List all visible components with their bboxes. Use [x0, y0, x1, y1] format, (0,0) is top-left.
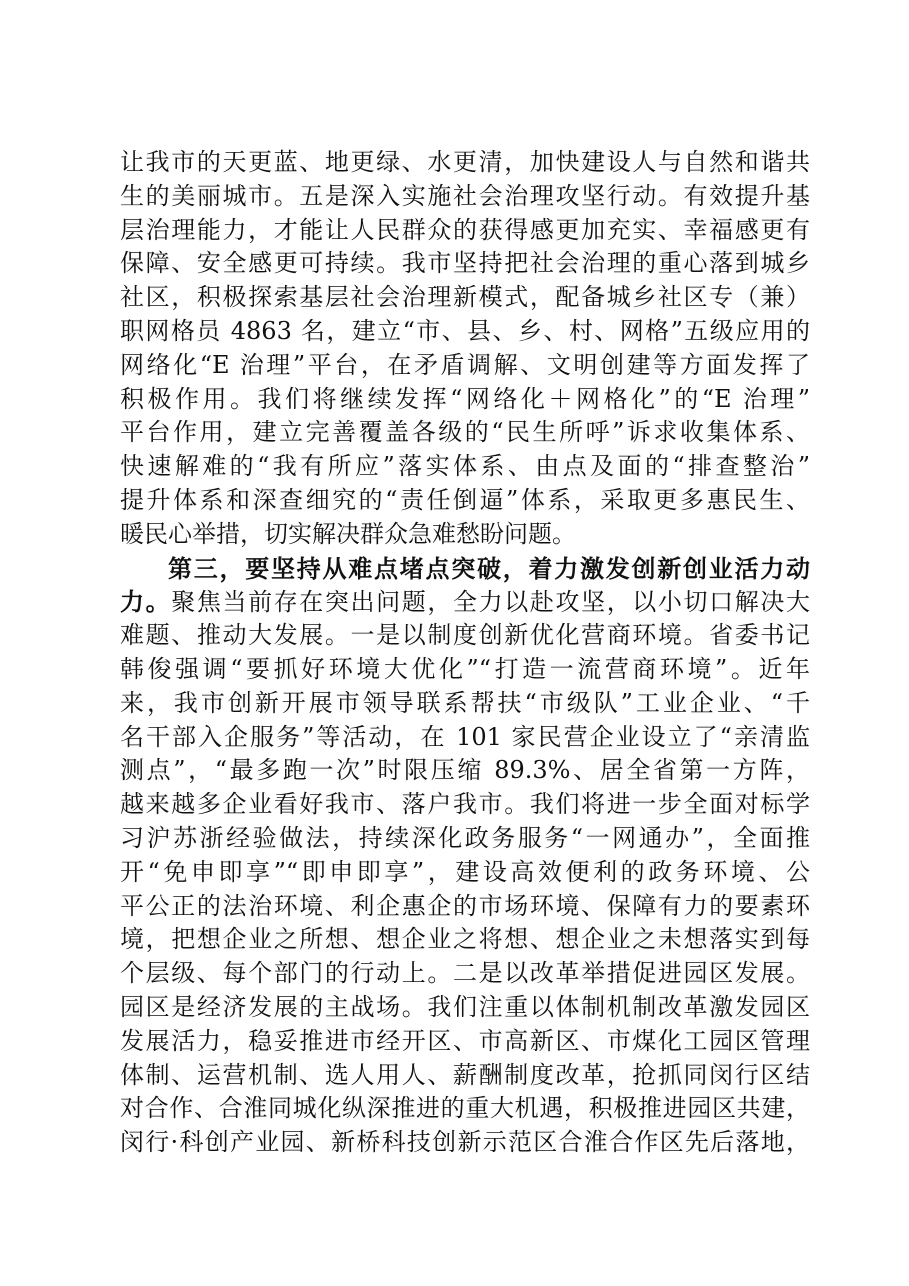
text-line: 生的美丽城市。五是深入实施社会治理攻坚行动。有效提升基 [120, 181, 810, 210]
text-line: 来，我市创新开展市领导联系帮扶“市级队”工业企业、“千 [120, 688, 810, 717]
text-line: 网络化“E 治理”平台，在矛盾调解、文明创建等方面发挥了 [120, 350, 810, 379]
section-heading-end: 力。 [120, 587, 172, 617]
text-line: 积极作用。我们将继续发挥“网络化＋网格化”的“E 治理” [120, 384, 810, 413]
text-span: 聚焦当前存在突出问题，全力以赴攻坚，以小切口解决大 [171, 588, 811, 617]
text-line: 境，把想企业之所想、想企业之将想、想企业之未想落实到每 [120, 925, 810, 954]
text-line: 韩俊强调“要抓好环境大优化”“打造一流营商环境”。近年 [120, 654, 810, 683]
text-line: 园区是经济发展的主战场。我们注重以体制机制改革激发园区 [120, 992, 810, 1021]
section-heading: 第三，要坚持从难点堵点突破，着力激发创新创业活力动 [168, 553, 810, 583]
text-line: 体制、运营机制、选人用人、薪酬制度改革，抢抓同闵行区结 [120, 1060, 810, 1089]
document-body [120, 146, 810, 1160]
text-line: 提升体系和深查细究的“责任倒逼”体系，采取更多惠民生、 [120, 485, 810, 514]
text-line: 对合作、合淮同城化纵深推进的重大机遇，积极推进园区共建， [120, 1094, 810, 1123]
text-line: 社区，积极探索基层社会治理新模式，配备城乡社区专（兼） [120, 283, 810, 312]
text-line: 让我市的天更蓝、地更绿、水更清，加快建设人与自然和谐共 [120, 148, 810, 176]
text-line: 平公正的法治环境、利企惠企的市场环境、保障有力的要素环 [120, 891, 810, 920]
text-line: 保障、安全感更可持续。我市坚持把社会治理的重心落到城乡 [120, 249, 810, 278]
text-line: 快速解难的“我有所应”落实体系、由点及面的“排查整治” [120, 452, 810, 481]
text-line: 越来越多企业看好我市、落户我市。我们将进一步全面对标学 [120, 790, 810, 819]
text-line: 闵行·科创产业园、新桥科技创新示范区合淮合作区先后落地， [120, 1128, 810, 1157]
text-line: 暖民心举措，切实解决群众急难愁盼问题。 [120, 519, 576, 548]
text-line: 习沪苏浙经验做法，持续深化政务服务“一网通办”，全面推 [120, 823, 810, 852]
text-line: 难题、推动大发展。一是以制度创新优化营商环境。省委书记 [120, 621, 810, 650]
text-line: 平台作用，建立完善覆盖各级的“民生所呼”诉求收集体系、 [120, 418, 810, 447]
text-line: 开“免申即享”“即申即享”，建设高效便利的政务环境、公 [120, 857, 810, 886]
text-line: 发展活力，稳妥推进市经开区、市高新区、市煤化工园区管理 [120, 1026, 810, 1055]
text-line-mixed [120, 585, 810, 619]
text-line: 名干部入企服务”等活动，在 101 家民营企业设立了“亲清监 [120, 722, 810, 751]
text-line: 个层级、每个部门的行动上。二是以改革举措促进园区发展。 [120, 959, 810, 988]
text-line: 测点”，“最多跑一次”时限压缩 89.3%、居全省第一方阵， [120, 756, 810, 785]
text-line: 职网格员 4863 名，建立“市、县、乡、村、网格”五级应用的 [120, 316, 810, 345]
text-line: 层治理能力，才能让人民群众的获得感更加充实、幸福感更有 [120, 215, 810, 244]
